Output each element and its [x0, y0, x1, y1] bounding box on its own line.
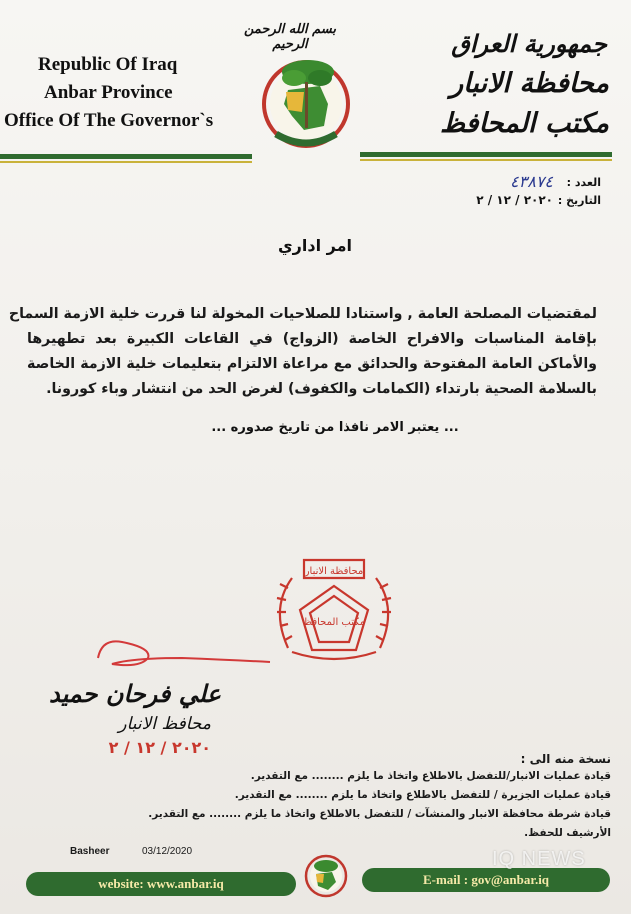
stamp-center-text: مكتب المحافظ: [302, 617, 366, 628]
signature-scribble-icon: [92, 628, 272, 678]
copies-label: نسخة منه الى :: [520, 752, 611, 766]
header-ar-line3: مكتب المحافظ: [440, 108, 609, 139]
province-emblem-icon: [258, 46, 354, 156]
copy-item-3: قيادة شرطة محافظة الانبار والمنشآت / للتفضل بالاطلاع واتخاذ ما يلزم ........ مع التقدير.: [148, 808, 611, 820]
header-rule-right-gold: [360, 159, 612, 161]
body-line-1: لمقتضيات المصلحة العامة , واستنادا للصلاحيات المخولة لنا قررت خلية الازمة السماح: [8, 306, 597, 322]
effective-note: ... يعتبر الامر نافذا من تاريخ صدوره ...: [211, 420, 459, 435]
header-ar-line1: جمهورية العراق: [451, 30, 607, 58]
typist-name: Basheer: [70, 846, 110, 857]
header-rule-left-gold: [0, 161, 252, 163]
header-en-line3: Office Of The Governor`s: [4, 110, 214, 131]
signatory-role: محافظ الانبار: [118, 714, 211, 734]
header-ar-line2: محافظة الانبار: [450, 68, 609, 99]
date-value: ٢٠٢٠ / ١٢ / ٢: [476, 193, 553, 207]
copy-item-4: الأرشيف للحفظ.: [524, 827, 611, 839]
number-label: العدد :: [566, 176, 601, 189]
official-stamp-icon: [264, 548, 404, 664]
header-rule-left: [0, 154, 252, 159]
body-line-2: بإقامة المناسبات والافراح الخاصة (الزواج) في القاعات الكبيرة بعد تطهيرها: [27, 331, 597, 347]
header-en-line1: Republic Of Iraq: [38, 54, 178, 75]
typed-date: 03/12/2020: [142, 846, 193, 857]
footer-website: website: www.anbar.iq: [26, 872, 296, 896]
footer-email: E-mail : gov@anbar.iq: [362, 868, 610, 892]
signatory-name: علي فرحان حميد: [48, 680, 221, 708]
order-title: امر اداري: [278, 236, 352, 255]
body-line-3: والأماكن العامة المفتوحة والحدائق مع مراعاة الالتزام بتعليمات خلية الازمة الخاصة: [27, 356, 597, 372]
signature-date: ٢٠٢٠ / ١٢ / ٢: [108, 738, 211, 757]
footer-emblem-icon: [302, 852, 350, 900]
stamp-top-text: محافظة الانبار: [304, 566, 364, 577]
header-en-line2: Anbar Province: [44, 82, 173, 103]
header-rule-right: [360, 152, 612, 157]
date-label: التاريخ :: [557, 194, 601, 207]
watermark-text: IQ NEWS: [492, 848, 586, 870]
body-line-4: بالسلامة الصحية بارتداء (الكمامات والكفوف) لغرض الحد من انتشار وباء كورونا.: [46, 381, 597, 397]
number-value: ٤٣٨٧٤: [510, 172, 553, 191]
basmala: بسم الله الرحمن الرحيم: [244, 22, 336, 52]
copy-item-1: قيادة عمليات الانبار/للتفضل بالاطلاع واتخاذ ما يلزم ........ مع التقدير.: [250, 770, 611, 782]
copy-item-2: قيادة عمليات الجزيرة / للتفضل بالاطلاع واتخاذ ما يلزم ........ مع التقدير.: [234, 789, 611, 801]
